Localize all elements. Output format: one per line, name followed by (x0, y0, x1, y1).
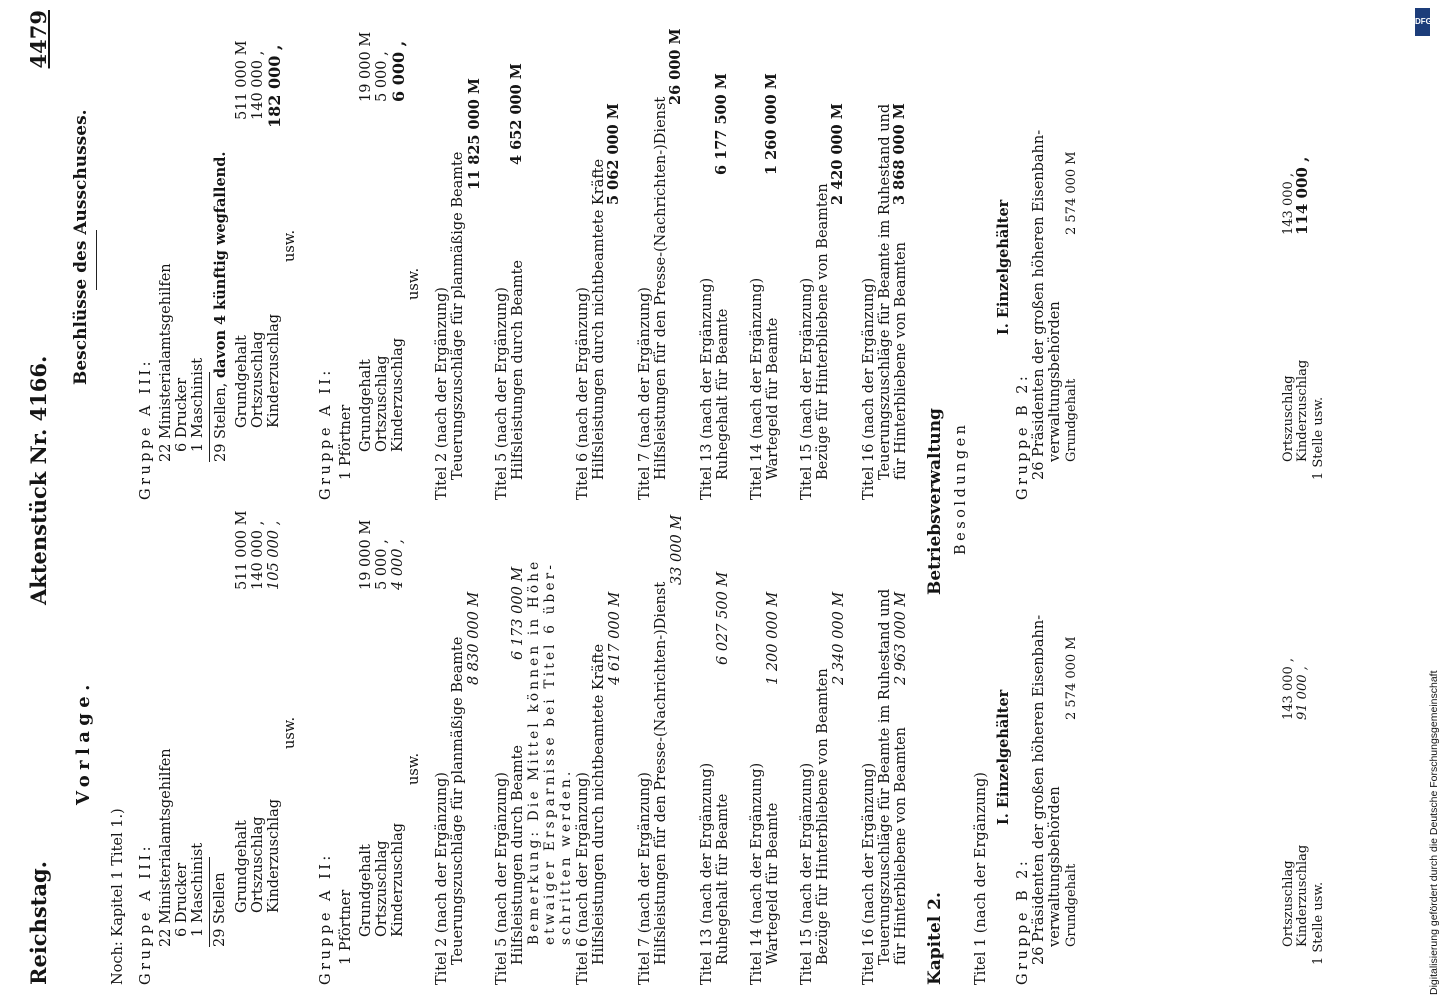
beschluesse-column (70, 10, 570, 500)
r-stellen-prefix: 29 Stellen, (213, 382, 229, 462)
k2-orts-amount: 143 000 , (1281, 657, 1296, 720)
r-titel15-heading: Titel 15 (nach der Ergänzung) (799, 277, 815, 500)
titel15-text: Bezüge für Hinterbliebene von Beamten (815, 668, 831, 965)
r-k2-grund-amount: 2 574 000 M (1064, 151, 1079, 235)
r-a3-line-2: 6 Drucker (174, 377, 190, 452)
a3-line-4: 29 Stellen (212, 872, 228, 947)
titel5-text: Hilfsleistungen durch Beamte (510, 745, 526, 965)
a2-ortszuschlag-label: Ortszuschlag (374, 840, 390, 937)
r-titel16-amount: 3 868 000 M (891, 103, 908, 205)
ortszuschlag-amount: 140 000 , (250, 520, 266, 590)
r-stellen-note: davon 4 künftig wegfallend. (212, 151, 229, 379)
besoldungen-heading: Besoldungen (953, 421, 969, 555)
r-a2-kinderzuschlag-label: Kinderzuschlag (390, 337, 406, 452)
titel7-amount: 33 000 M (669, 514, 685, 585)
r-titel2-heading: Titel 2 (nach der Ergänzung) (434, 287, 450, 500)
titel6-heading: Titel 6 (nach der Ergänzung) (575, 772, 591, 985)
bemerkung-line-1: Bemerkung: Die Mittel können in Höhe (526, 558, 542, 945)
a3-line-3: 1 Maschinist (190, 842, 206, 937)
r-k2-praes-2: verwaltungsbehörden (1047, 301, 1063, 462)
r-titel7-text: Hilfsleistungen für den Presse-(Nachrichten-)Dienst (653, 96, 669, 480)
r-a3-line-3: 1 Maschinist (190, 357, 206, 452)
r-kinder-amount: 182 000 , (265, 44, 284, 128)
r-titel15-amount: 2 420 000 M (829, 103, 846, 205)
header-reichstag: Reichstag. (26, 861, 51, 985)
titel14-text: Wartegeld für Beamte (765, 802, 781, 965)
r-a2-kinder-amount: 6 000 , (389, 40, 408, 102)
titel14-amount: 1 200 000 M (765, 591, 781, 685)
k2-orts-label: Ortszuschlag (1281, 860, 1296, 947)
titel5-heading: Titel 5 (nach der Ergänzung) (494, 772, 510, 985)
r-a2-grund-amount: 19 000 M (358, 31, 374, 102)
r-ortszuschlag-label: Ortszuschlag (250, 331, 266, 428)
r-usw-2: usw. (406, 267, 422, 300)
usw-2: usw. (406, 752, 422, 785)
digitization-note: Digitalisierung gefördert durch die Deutsche Forschungsgemeinschaft (1428, 670, 1440, 995)
titel2-text: Teuerungszuschläge für planmäßige Beamte (450, 636, 466, 965)
r-stellen-line (212, 152, 230, 462)
kapitel2-heading: Kapitel 2. (925, 892, 945, 985)
k2-kinder-label: Kinderzuschlag (1295, 844, 1310, 947)
r-titel16-text-1: Teuerungszuschläge für Beamte im Ruhestand und (877, 103, 893, 480)
k2-stelle: 1 Stelle usw. (1311, 881, 1326, 965)
r-k2-kinder-amount: 114 000 , (1293, 156, 1311, 235)
header-aktenstueck: Aktenstück Nr. 4166. (26, 355, 51, 605)
bemerkung-line-2: etwaiger Ersparnisse bei Titel 6 über- (542, 561, 558, 945)
titel7-heading: Titel 7 (nach der Ergänzung) (637, 772, 653, 985)
a3-line-2: 6 Drucker (174, 862, 190, 937)
a3-line-1: 22 Ministerialamtsgehilfen (158, 748, 174, 947)
k2-kinder-amount: 91 000 , (1295, 666, 1310, 720)
kinderzuschlag-label: Kinderzuschlag (266, 798, 282, 913)
r-titel6-heading: Titel 6 (nach der Ergänzung) (575, 287, 591, 500)
a2-kinder-amount: 4 000 , (390, 539, 406, 590)
titel16-text-1: Teuerungszuschläge für Beamte im Ruhestand und (877, 588, 893, 965)
dfg-margin (1414, 0, 1440, 1000)
r-titel6-text: Hilfsleistungen durch nichtbeamtete Kräfte (591, 158, 607, 480)
lower-section (575, 10, 1090, 985)
r-titel5-text: Hilfsleistungen durch Beamte (510, 260, 526, 480)
r-pfoertner-line: 1 Pförtner (338, 404, 354, 480)
r-titel15-text: Bezüge für Hinterbliebene von Beamten (815, 183, 831, 480)
grundgehalt-amount: 511 000 M (234, 510, 250, 590)
a2-kinderzuschlag-label: Kinderzuschlag (390, 822, 406, 937)
r-gruppe-a2-label: Gruppe A II: (318, 367, 334, 500)
r-k2-kinder-label: Kinderzuschlag (1295, 359, 1310, 462)
r-a2-grundgehalt-label: Grundgehalt (358, 359, 374, 452)
usw-1: usw. (282, 716, 298, 749)
r-titel5-amount: 4 652 000 M (508, 63, 525, 165)
r-titel16-text-2: für Hinterbliebene von Beamten (893, 242, 909, 480)
k2-praes-1: 26 Präsidenten der großen höheren Eisenbahn- (1031, 614, 1047, 965)
beschluesse-title: Beschlüsse des Ausschusses. (71, 109, 91, 385)
titel6-text: Hilfsleistungen durch nichtbeamtete Kräfte (591, 643, 607, 965)
kapitel2-tail (1278, 0, 1338, 1000)
k2-einzelgehaelter: I. Einzelgehälter (995, 689, 1012, 825)
k2-grund-label: Grundgehalt (1064, 863, 1079, 947)
r-titel6-amount: 5 062 000 M (605, 103, 622, 205)
a2-grundgehalt-label: Grundgehalt (358, 844, 374, 937)
sum-rule (209, 857, 210, 947)
r-k2-gruppe-b2: Gruppe B 2: (1015, 372, 1031, 500)
r-a3-line-1: 22 Ministerialamtsgehilfen (158, 263, 174, 462)
r-titel7-amount: 26 000 M (667, 28, 684, 105)
r-titel13-heading: Titel 13 (nach der Ergänzung) (699, 277, 715, 500)
ortszuschlag-label: Ortszuschlag (250, 816, 266, 913)
r-titel16-heading: Titel 16 (nach der Ergänzung) (861, 277, 877, 500)
gruppe-a3-label: Gruppe A III: (138, 843, 154, 985)
vorlage-column (70, 495, 574, 985)
k2-praes-2: verwaltungsbehörden (1047, 786, 1063, 947)
k2-gruppe-b2: Gruppe B 2: (1015, 857, 1031, 985)
betriebsverwaltung-heading: Betriebsverwaltung (925, 408, 945, 595)
titel2-amount: 8 830 000 M (466, 591, 482, 685)
dfg-logo: DFG (1415, 8, 1430, 36)
kapitel2-tail-rotated (1280, 10, 1336, 985)
title-rule (96, 230, 97, 290)
r-grund-amount: 511 000 M (234, 40, 250, 120)
r-kinderzuschlag-label: Kinderzuschlag (266, 313, 282, 428)
k2-titel1: Titel 1 (nach der Ergänzung) (973, 772, 989, 985)
r-a2-ortszuschlag-label: Ortszuschlag (374, 355, 390, 452)
r-titel14-heading: Titel 14 (nach der Ergänzung) (749, 277, 765, 500)
a2-orts-amount: 5 000 , (374, 539, 390, 590)
r-k2-einzelgehaelter: I. Einzelgehälter (995, 199, 1012, 335)
titel16-amount: 2 963 000 M (893, 591, 909, 685)
r-titel13-amount: 6 177 500 M (713, 73, 730, 175)
r-orts-amount: 140 000 , (250, 50, 266, 120)
titel16-heading: Titel 16 (nach der Ergänzung) (861, 762, 877, 985)
titel5-amount: 6 173 000 M (510, 566, 526, 660)
noch-kapitel-line: Noch: Kapitel 1 Titel 1.) (110, 808, 126, 985)
k2-grund-amount: 2 574 000 M (1064, 636, 1079, 720)
r-titel5-heading: Titel 5 (nach der Ergänzung) (494, 287, 510, 500)
titel7-text: Hilfsleistungen für den Presse-(Nachrichten-)Dienst (653, 581, 669, 965)
r-titel7-heading: Titel 7 (nach der Ergänzung) (637, 287, 653, 500)
page-number: 4479 (26, 10, 51, 69)
r-titel14-text: Wartegeld für Beamte (765, 317, 781, 480)
titel13-text: Ruhegehalt für Beamte (715, 793, 731, 965)
r-titel2-text: Teuerungszuschläge für planmäßige Beamte (450, 151, 466, 480)
titel2-heading: Titel 2 (nach der Ergänzung) (434, 772, 450, 985)
titel14-heading: Titel 14 (nach der Ergänzung) (749, 762, 765, 985)
bemerkung-line-3: schritten werden. (558, 768, 574, 945)
page-header (20, 10, 68, 985)
kinderzuschlag-amount: 105 000 , (266, 520, 282, 590)
r-k2-orts-label: Ortszuschlag (1281, 375, 1296, 462)
titel16-text-2: für Hinterbliebene von Beamten (893, 727, 909, 965)
titel15-heading: Titel 15 (nach der Ergänzung) (799, 762, 815, 985)
r-grundgehalt-label: Grundgehalt (234, 335, 250, 428)
document-page (20, 10, 1090, 985)
r-k2-grund-label: Grundgehalt (1064, 378, 1079, 462)
r-k2-orts-amount: 143 000 , (1281, 172, 1296, 235)
titel13-amount: 6 027 500 M (715, 571, 731, 665)
r-gruppe-a3-label: Gruppe A III: (138, 358, 154, 500)
vorlage-title: Vorlage. (73, 679, 94, 805)
gruppe-a2-label: Gruppe A II: (318, 852, 334, 985)
titel13-heading: Titel 13 (nach der Ergänzung) (699, 762, 715, 985)
r-sum-rule (209, 372, 210, 462)
titel15-amount: 2 340 000 M (831, 591, 847, 685)
titel6-amount: 4 617 000 M (607, 591, 623, 685)
r-usw-1: usw. (282, 229, 298, 262)
r-k2-stelle: 1 Stelle usw. (1311, 396, 1326, 480)
r-titel14-amount: 1 260 000 M (763, 73, 780, 175)
r-titel13-text: Ruhegehalt für Beamte (715, 308, 731, 480)
r-k2-praes-1: 26 Präsidenten der großen höheren Eisenbahn- (1031, 129, 1047, 480)
r-titel2-amount: 11 825 000 M (466, 78, 483, 190)
grundgehalt-label: Grundgehalt (234, 820, 250, 913)
pfoertner-line: 1 Pförtner (338, 889, 354, 965)
a2-grund-amount: 19 000 M (358, 519, 374, 590)
r-a2-orts-amount: 5 000 , (374, 51, 390, 102)
